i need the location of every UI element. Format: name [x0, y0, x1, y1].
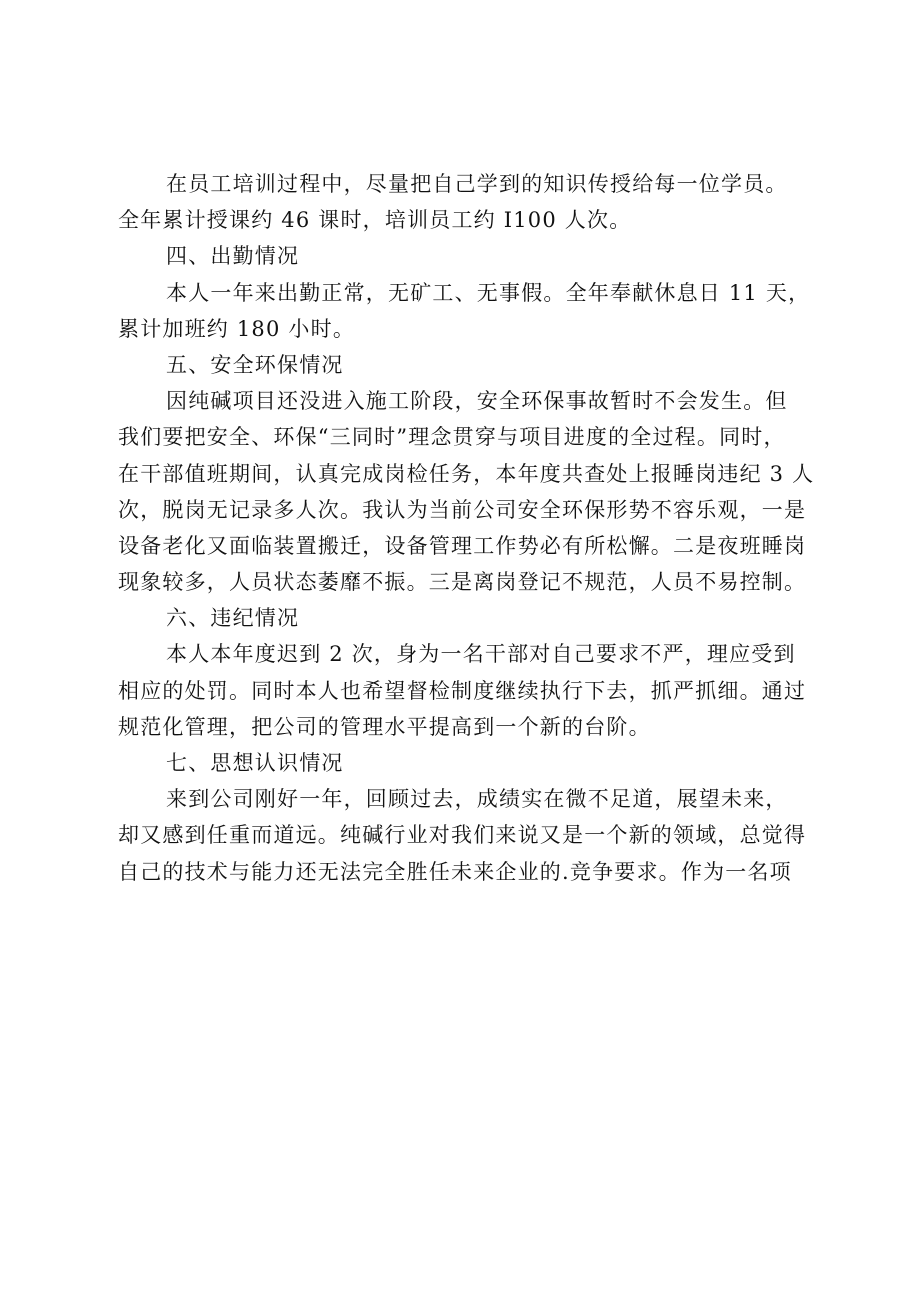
paragraph-line: 现象较多，人员状态萎靡不振。三是离岗登记不规范，人员不易控制。 [118, 570, 807, 595]
paragraph-line: 规范化管理，把公司的管理水平提高到一个新的台阶。 [118, 714, 651, 739]
paragraph-line: 在员工培训过程中，尽量把自己学到的知识传授给每一位学员。 [166, 172, 788, 196]
paragraph-line: 累计加班约 180 小时。 [118, 316, 356, 341]
section-heading-safety: 五、安全环保情况 [166, 352, 344, 377]
paragraph-line: 本人本年度迟到 2 次，身为一名干部对自己要求不严，理应受到 [166, 642, 796, 667]
paragraph-line: 自己的技术与能力还无法完全胜任未来企业的.竞争要求。作为一名项 [118, 859, 792, 884]
section-heading-discipline: 六、违纪情况 [166, 606, 300, 631]
paragraph-line: 次，脱岗无记录多人次。我认为当前公司安全环保形势不容乐观，一是 [118, 497, 807, 522]
paragraph-line: 全年累计授课约 46 课时，培训员工约 I100 人次。 [118, 208, 632, 233]
section-heading-attendance: 四、出勤情况 [166, 244, 300, 269]
paragraph-line: 在干部值班期间，认真完成岗检任务，本年度共查处上报睡岗违纪 3 人 [118, 461, 815, 486]
document-body [118, 166, 830, 890]
section-heading-thoughts: 七、思想认识情况 [166, 751, 344, 775]
paragraph-line: 来到公司刚好一年，回顾过去，成绩实在微不足道，展望未来， [166, 787, 788, 812]
paragraph-line: 本人一年来出勤正常，无矿工、无事假。全年奉献休息日 11 天， [166, 280, 811, 305]
paragraph-line: 设备老化又面临装置搬迁，设备管理工作势必有所松懈。二是夜班睡岗 [118, 533, 807, 558]
paragraph-line: 却又感到任重而道远。纯碱行业对我们来说又是一个新的领域，总觉得 [118, 823, 807, 848]
paragraph-line: 因纯碱项目还没进入施工阶段，安全环保事故暂时不会发生。但 [166, 389, 788, 414]
paragraph-line: 相应的处罚。同时本人也希望督检制度继续执行下去，抓严抓细。通过 [118, 678, 807, 703]
paragraph-line: 我们要把安全、环保“三同时”理念贯穿与项目进度的全过程。同时， [118, 425, 786, 450]
